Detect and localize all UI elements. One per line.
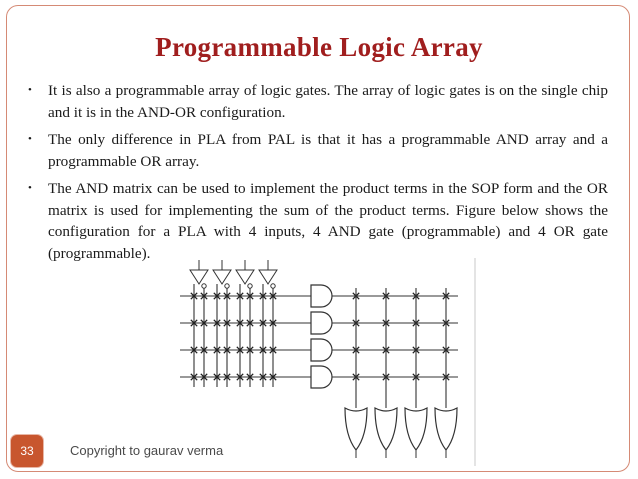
input-buffer-triangle (190, 270, 208, 284)
bullet-marker: • (28, 133, 32, 145)
pla-diagram-content (180, 258, 475, 466)
inverter-bubble (271, 284, 275, 288)
input-buffer-triangle (236, 270, 254, 284)
bullet-list (28, 80, 608, 270)
copyright-footer: Copyright to gaurav verma (70, 443, 224, 458)
inverter-bubble (248, 284, 252, 288)
and-gate (311, 285, 332, 307)
or-gate (345, 408, 367, 450)
pla-diagram (168, 258, 478, 466)
bullet-text: It is also a programmable array of logic gates. The array of logic gates is on the single chip and it is in the AND-OR configuration. (48, 82, 608, 121)
inverter-bubble (202, 284, 206, 288)
and-gate (311, 366, 332, 388)
bullet-text: The AND matrix can be used to implement the product terms in the SOP form and the OR matrix is used for implementing the sum of the product terms. Figure below shows the configuration for a PLA with 4 inputs, 4 AND gate (programmable) and 4 OR gate (programmable). (48, 180, 608, 262)
bullet-item (28, 129, 608, 172)
input-buffer-triangle (259, 270, 277, 284)
bullet-text: The only difference in PLA from PAL is that it has a programmable AND array and a programmable OR array. (48, 131, 608, 170)
and-gate (311, 339, 332, 361)
bullet-item (28, 178, 608, 264)
bullet-marker: • (28, 182, 32, 194)
bullet-marker: • (28, 84, 32, 96)
page-number-badge: 33 (10, 434, 44, 468)
or-gate (375, 408, 397, 450)
slide-title: Programmable Logic Array (155, 32, 483, 62)
or-gate (405, 408, 427, 450)
inverter-bubble (225, 284, 229, 288)
and-gate (311, 312, 332, 334)
bullet-item (28, 80, 608, 123)
or-gate (435, 408, 457, 450)
input-buffer-triangle (213, 270, 231, 284)
